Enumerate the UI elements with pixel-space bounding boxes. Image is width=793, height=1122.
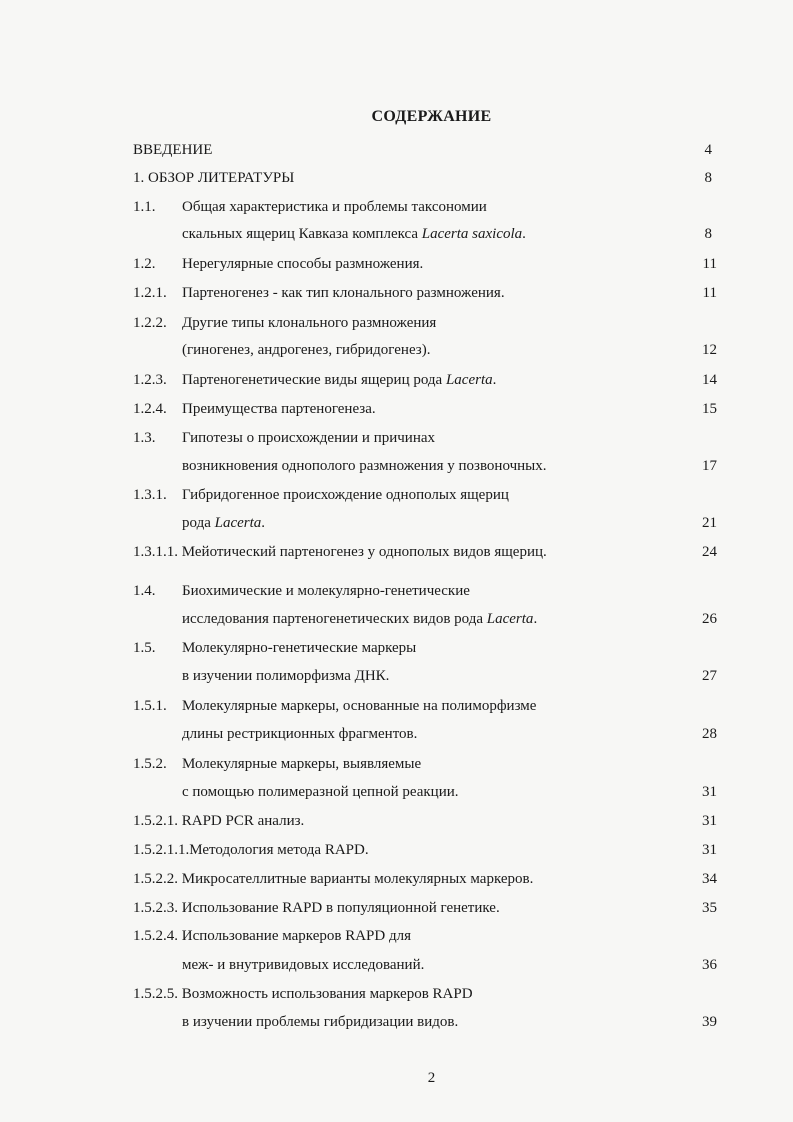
toc-page: 12 [702,342,717,358]
toc-number: 1.5. [133,640,156,656]
toc-text: 1. ОБЗОР ЛИТЕРАТУРЫ [133,170,295,186]
toc-text: ВВЕДЕНИЕ [133,142,213,158]
toc-number: 1.3. [133,430,156,446]
toc-page: 31 [702,784,717,800]
toc-text: в изучении проблемы гибридизации видов. [182,1014,459,1030]
toc-page: 11 [702,256,717,272]
toc-text: Молекулярно-генетические маркеры [182,640,417,656]
toc-number: 1.5.1. [133,698,167,714]
toc-number: 1.2. [133,256,156,272]
toc-page: 21 [702,515,717,531]
toc-text: Гипотезы о происхождении и причинах [182,430,436,446]
toc-page: 28 [702,726,717,742]
toc-text: 1.5.2.1.1.Методология метода RAPD. [133,842,369,858]
toc-page: 8 [704,170,712,186]
toc-number: 1.1. [133,199,156,215]
toc-text: 1.5.2.4. Использование маркеров RAPD для [133,928,411,944]
toc-text: 1.5.2.3. Использование RAPD в популяционной генетике. [133,900,500,916]
toc-number: 1.3.1. [133,487,167,503]
toc-text: Другие типы клонального размножения [182,315,437,331]
toc-text: Партеногенетические виды ящериц рода Lacerta. [182,372,497,388]
toc-page: 35 [702,900,717,916]
toc-text: в изучении полиморфизма ДНК. [182,668,390,684]
toc-text: Молекулярные маркеры, выявляемые [182,756,422,772]
toc-number: 1.4. [133,583,156,599]
toc-text: 1.5.2.2. Микросателлитные варианты молекулярных маркеров. [133,871,534,887]
toc-text: Молекулярные маркеры, основанные на полиморфизме [182,698,537,714]
toc-text: длины рестрикционных фрагментов. [182,726,418,742]
toc-page: 8 [704,226,712,242]
toc-page: 26 [702,611,717,627]
page-title: СОДЕРЖАНИЕ [371,108,492,125]
toc-page: 14 [702,372,717,388]
toc-text: возникновения однополого размножения у позвоночных. [182,458,547,474]
toc-text: исследования партеногенетических видов рода Lacerta. [182,611,538,627]
toc-text: Биохимические и молекулярно-генетические [182,583,470,599]
toc-text: Нерегулярные способы размножения. [182,256,424,272]
toc-number: 1.2.2. [133,315,167,331]
page-number: 2 [427,1070,436,1086]
toc-page: 36 [702,957,717,973]
toc-number: 1.2.1. [133,285,167,301]
toc-page: 31 [702,842,717,858]
toc-text: скальных ящериц Кавказа комплекса Lacerta saxicola. [182,226,526,242]
toc-text: рода Lacerta. [182,515,266,531]
toc-text: 1.3.1.1. Мейотический партеногенез у однополых видов ящериц. [133,544,547,560]
toc-page: 27 [702,668,717,684]
toc-text: Гибридогенное происхождение однополых ящериц [182,487,509,503]
toc-text: с помощью полимеразной цепной реакции. [182,784,459,800]
toc-text: 1.5.2.5. Возможность использования маркеров RAPD [133,986,473,1002]
toc-number: 1.2.3. [133,372,167,388]
toc-page: 15 [702,401,717,417]
toc-page: 34 [702,871,717,887]
toc-number: 1.5.2. [133,756,167,772]
toc-text: (гиногенез, андрогенез, гибридогенез). [182,342,431,358]
toc-page: 11 [702,285,717,301]
toc-text: 1.5.2.1. RAPD PCR анализ. [133,813,305,829]
toc-number: 1.2.4. [133,401,167,417]
toc-page: 17 [702,458,717,474]
toc-page: 4 [704,142,712,158]
toc-page: 31 [702,813,717,829]
toc-text: Партеногенез - как тип клонального размножения. [182,285,505,301]
toc-text: Общая характеристика и проблемы таксономии [182,199,487,215]
toc-page: 24 [702,544,717,560]
toc-text: меж- и внутривидовых исследований. [182,957,425,973]
toc-page: 39 [702,1014,717,1030]
toc-text: Преимущества партеногенеза. [182,401,376,417]
